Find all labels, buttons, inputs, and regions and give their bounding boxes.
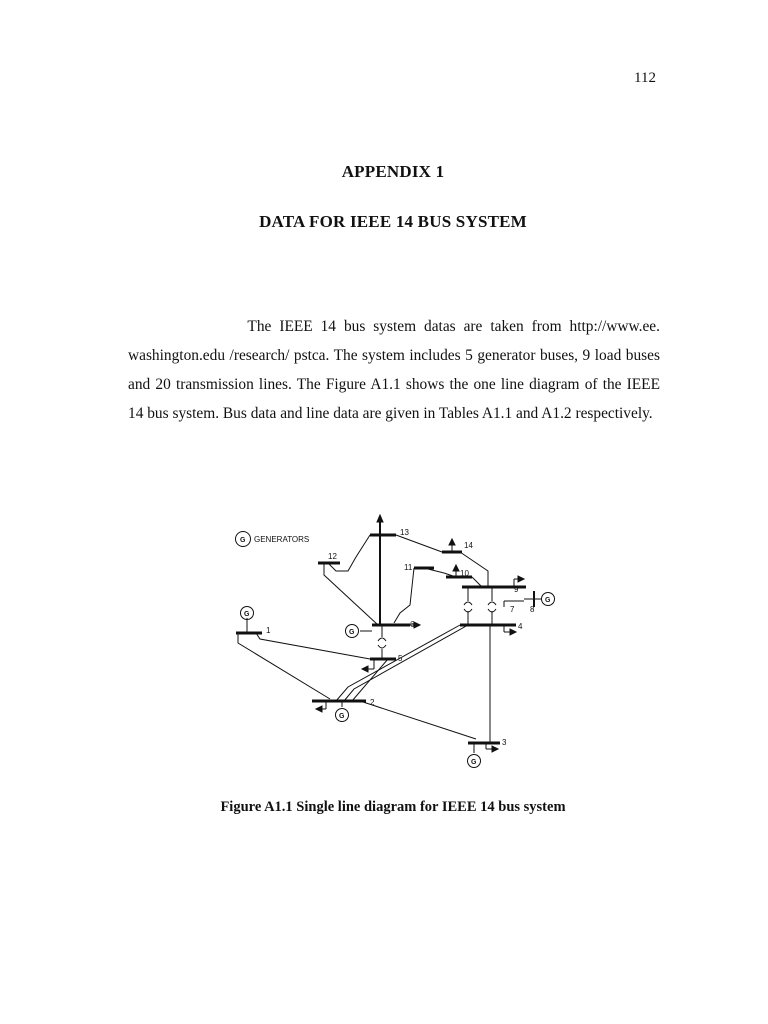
single-line-diagram — [224, 513, 568, 775]
bus-13-label: 13 — [400, 528, 409, 537]
figure-caption: Figure A1.1 Single line diagram for IEEE 14 bus system — [220, 799, 566, 815]
generator-6-label: G — [349, 629, 355, 636]
bus-5-label: 5 — [398, 654, 403, 663]
bus-1-label: 1 — [266, 626, 271, 635]
bus-10-label: 10 — [460, 569, 469, 578]
legend-g-symbol: G — [240, 537, 246, 544]
bus-9-label: 9 — [514, 585, 519, 594]
generator-2-label: G — [339, 713, 345, 720]
bus-11-label: 11 — [404, 563, 413, 572]
bus-6-label: 6 — [410, 620, 415, 629]
generator-1-label: G — [244, 611, 250, 618]
diagram-svg — [224, 513, 568, 775]
generator-8-label: G — [545, 597, 551, 604]
bus-12-label: 12 — [328, 552, 337, 561]
bus-8-label: 8 — [530, 605, 535, 614]
legend-label: GENERATORS — [254, 535, 310, 544]
bus-2-label: 2 — [370, 698, 375, 707]
generator-3-label: G — [471, 759, 477, 766]
bus-3-label: 3 — [502, 738, 507, 747]
appendix-heading: APPENDIX 1 — [341, 162, 445, 181]
bus-7-label: 7 — [510, 605, 515, 614]
appendix-subheading: DATA FOR IEEE 14 BUS SYSTEM — [259, 212, 527, 231]
bus-14-label: 14 — [464, 541, 473, 550]
body-paragraph: The IEEE 14 bus system datas are taken from http://www.ee. washington.edu /research/ pstca. The system includes 5 generator buses, 9 load buses and 20 transmission lines. The Figure A1.1 shows the one line diagram of the IEEE 14 bus system. Bus data and line data are given in Tables A1.1 and A1.2 respectively. — [128, 318, 660, 422]
bus-4-label: 4 — [518, 622, 523, 631]
page-number: 112 — [634, 70, 656, 86]
